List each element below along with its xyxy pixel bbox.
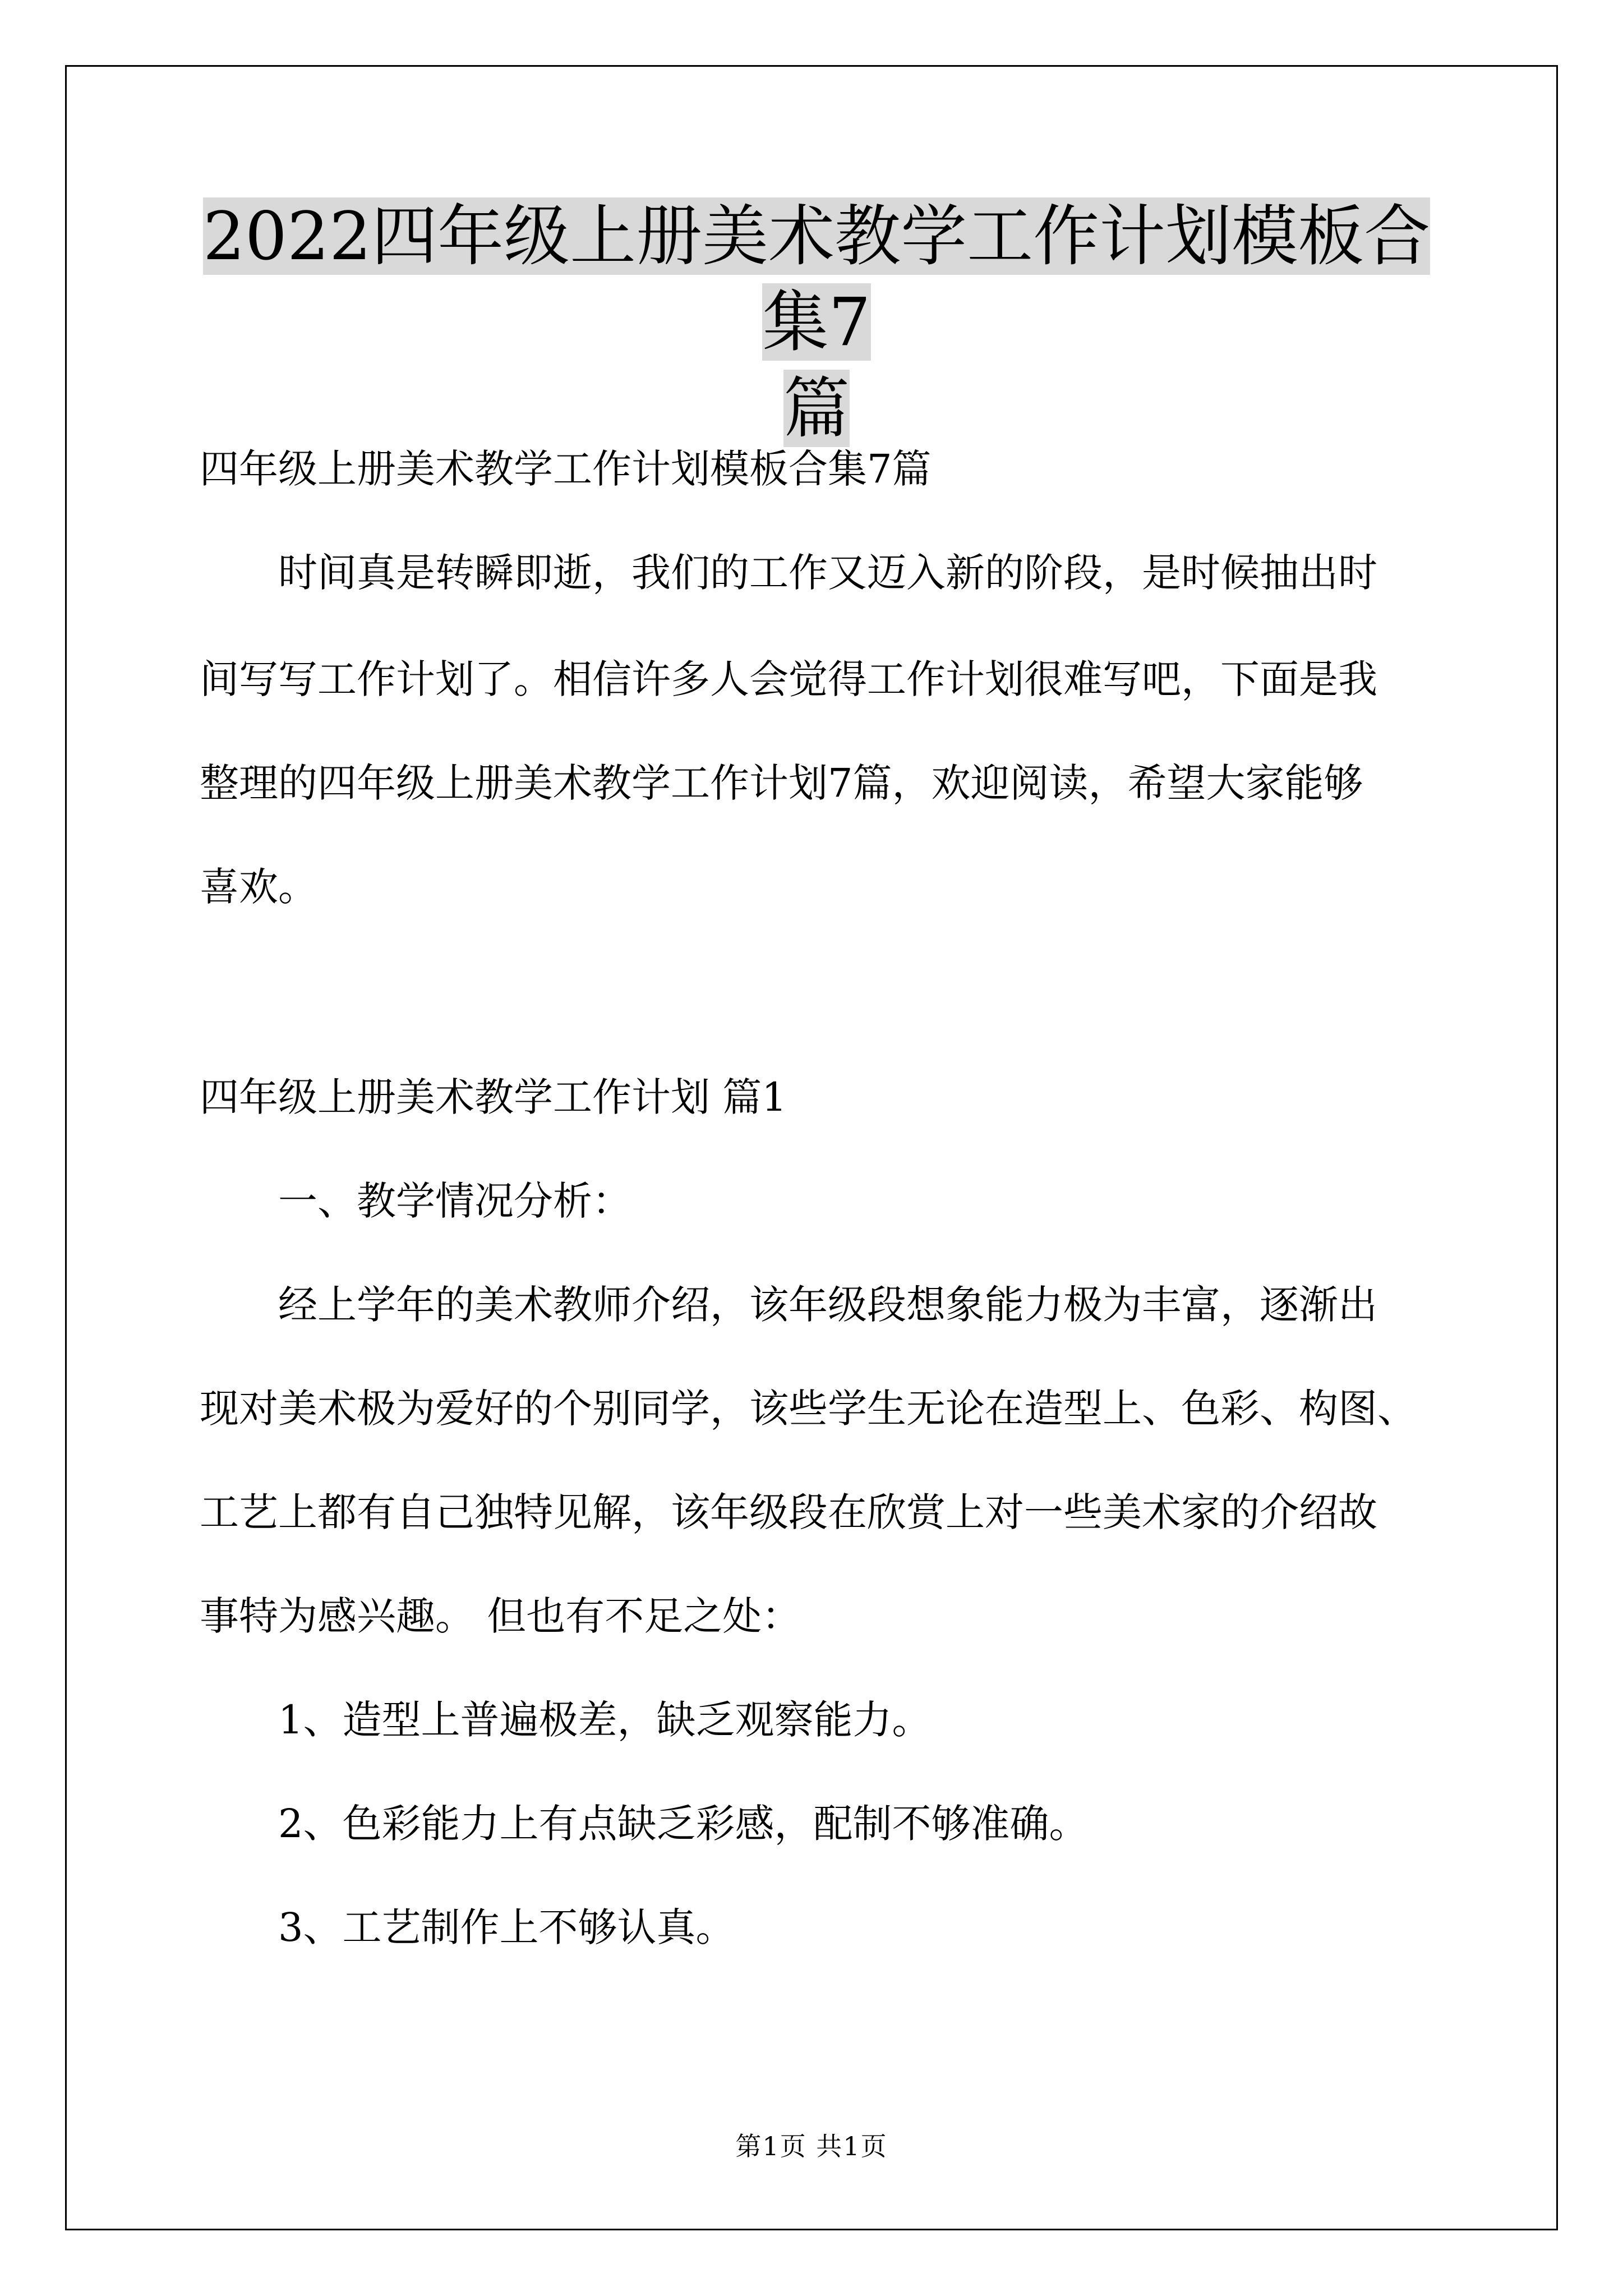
page-footer: 第1页 共1页	[735, 2131, 888, 2161]
title-line-2: 篇	[783, 369, 850, 447]
analysis-line-4: 事特为感兴趣。 但也有不足之处：	[200, 1593, 801, 1639]
section-heading: 四年级上册美术教学工作计划 篇1	[200, 1074, 787, 1120]
shortcoming-item-2: 2、色彩能力上有点缺乏彩感，配制不够准确。	[278, 1801, 1089, 1847]
intro-line-4: 喜欢。	[200, 864, 317, 910]
part-heading: 一、教学情况分析：	[278, 1178, 631, 1224]
document-title	[200, 194, 1433, 452]
analysis-line-1: 经上学年的美术教师介绍，该年级段想象能力极为丰富，逐渐出	[278, 1282, 1377, 1328]
shortcoming-item-3: 3、工艺制作上不够认真。	[278, 1904, 735, 1950]
analysis-line-2: 现对美术极为爱好的个别同学，该些学生无论在造型上、色彩、构图、	[200, 1386, 1417, 1432]
intro-line-1: 时间真是转瞬即逝，我们的工作又迈入新的阶段，是时候抽出时	[278, 550, 1377, 596]
intro-line-2: 间写写工作计划了。相信许多人会觉得工作计划很难写吧，下面是我	[200, 656, 1377, 702]
intro-line-3: 整理的四年级上册美术教学工作计划7篇，欢迎阅读，希望大家能够	[200, 760, 1363, 806]
analysis-line-3: 工艺上都有自己独特见解，该年级段在欣赏上对一些美术家的介绍故	[200, 1489, 1377, 1535]
title-line-1: 2022四年级上册美术教学工作计划模板合集7	[202, 197, 1431, 361]
subtitle: 四年级上册美术教学工作计划模板合集7篇	[200, 446, 932, 492]
shortcoming-item-1: 1、造型上普遍极差，缺乏观察能力。	[278, 1697, 932, 1743]
